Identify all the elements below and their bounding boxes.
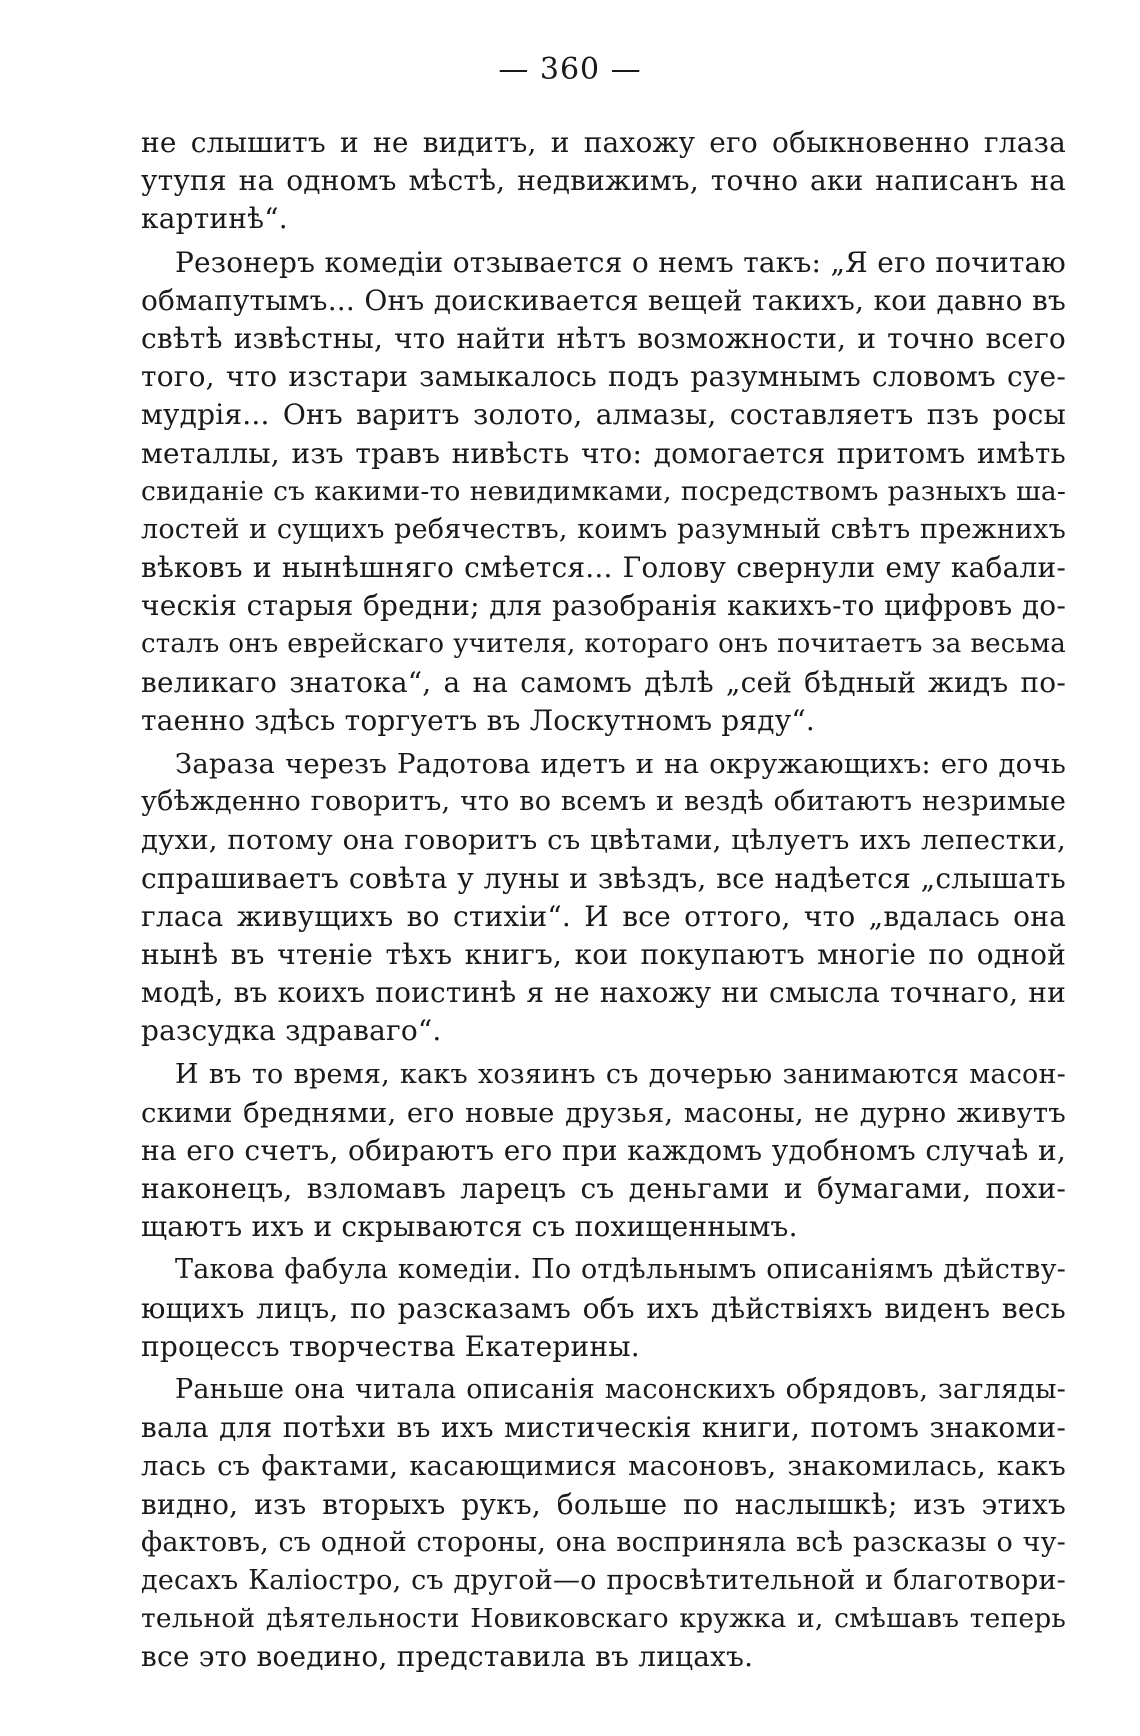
text-line: убѣжденно говоритъ, что во всемъ и вездѣ обитаютъ незримые	[141, 786, 1066, 818]
text-line: ческiя старыя бредни; для разобранiя какихъ-то цифровъ до-	[141, 589, 1066, 623]
text-line: свѣтѣ извѣстны, что найти нѣтъ возможности, и точно всего	[141, 321, 1066, 355]
text-line: того, что изстари замыкалось подъ разумнымъ словомъ суе-	[141, 360, 1066, 394]
text-line: не слышитъ и не видитъ, и пахожу его обыкновенно глаза	[141, 126, 1066, 159]
paragraph-2	[141, 244, 1066, 740]
text-line: фактовъ, съ одной стороны, она восприняла всѣ разсказы о чу-	[141, 1526, 1066, 1558]
page-number: — 360 —	[498, 52, 642, 87]
text-line: мудрiя... Онъ варитъ золото, алмазы, составляетъ пзъ росы	[141, 398, 1066, 432]
text-line: картинѣ“.	[141, 202, 288, 236]
body-text	[141, 124, 1066, 1677]
text-line: Раньше она читала описанiя масонскихъ обрядовъ, загляды-	[175, 1374, 1066, 1405]
text-line: нынѣ въ чтенiе тѣхъ книгъ, кои покупаютъ многiе по одной	[141, 937, 1066, 971]
text-line: модѣ, въ коихъ поистинѣ я не нахожу ни смысла точнаго, ни	[141, 976, 1066, 1010]
paragraph-4	[141, 1056, 1066, 1247]
paragraph-6	[141, 1371, 1066, 1677]
text-line: гласа живущихъ во стихiи“. И все оттого, что „вдалась она	[141, 899, 1066, 933]
text-line: Такова фабула комедiи. По отдѣльнымъ описанiямъ дѣйству-	[175, 1254, 1066, 1286]
text-line: лостей и сущихъ ребячествъ, коимъ разумный свѣтъ прежнихъ	[141, 513, 1066, 545]
text-line: свиданiе съ какими-то невидимками, посредствомъ разныхъ ша-	[141, 475, 1066, 507]
text-line: ющихъ лицъ, по разсказамъ объ ихъ дѣйствiяхъ виденъ весь	[141, 1291, 1066, 1325]
text-line: вѣковъ и нынѣшняго смѣется... Голову свернули ему кабали-	[141, 551, 1066, 585]
text-line: разсудка здраваго“.	[141, 1014, 442, 1048]
paragraph-5	[141, 1251, 1066, 1366]
text-line: десахъ Калiостро, съ другой—о просвѣтительной и благотвори-	[141, 1564, 1066, 1596]
text-line: И въ то время, какъ хозяинъ съ дочерью занимаются масон-	[175, 1058, 1066, 1090]
text-line: Зараза черезъ Радотова идетъ и на окружающихъ: его дочь	[175, 748, 1066, 780]
text-line: Резонеръ комедiи отзывается о немъ такъ: „Я его почитаю	[175, 245, 1066, 279]
text-line: обмапутымъ... Онъ доискивается вещей такихъ, кои давно въ	[141, 283, 1066, 317]
paragraph-3	[141, 745, 1066, 1051]
text-line: духи, потому она говоритъ съ цвѣтами, цѣлуетъ ихъ лепестки,	[141, 824, 1066, 857]
text-line: видно, изъ вторыхъ рукъ, больше по наслышкѣ; изъ этихъ	[141, 1487, 1066, 1521]
paragraph-1	[141, 124, 1066, 239]
text-line: все это воедино, представила въ лицахъ.	[141, 1640, 754, 1674]
text-line: сталъ онъ еврейскаго учителя, котораго онъ почитаетъ за весьма	[141, 629, 1066, 660]
text-line: великаго знатока“, а на самомъ дѣлѣ „сей бѣдный жидъ по-	[141, 665, 1066, 699]
text-line: вала для потѣхи въ ихъ мистическiя книги, потомъ знакоми-	[141, 1411, 1066, 1445]
text-line: металлы, изъ травъ нивѣсть что: домогается притомъ имѣть	[141, 436, 1066, 470]
text-line: скими бреднями, его новые друзья, масоны, не дурно живутъ	[141, 1096, 1066, 1129]
text-line: на его счетъ, обираютъ его при каждомъ удобномъ случаѣ и,	[141, 1133, 1066, 1167]
text-line: процессъ творчества Екатерины.	[141, 1329, 640, 1363]
text-line: спрашиваетъ совѣта у луны и звѣздъ, все надѣется „слышать	[141, 861, 1066, 895]
text-line: наконецъ, взломавъ ларецъ съ деньгами и бумагами, похи-	[141, 1172, 1066, 1206]
text-line: лась съ фактами, касающимися масоновъ, знакомилась, какъ	[141, 1450, 1066, 1483]
text-line: таенно здѣсь торгуетъ въ Лоскутномъ ряду“.	[141, 703, 816, 737]
text-line: щаютъ ихъ и скрываются съ похищеннымъ.	[141, 1210, 798, 1244]
text-line: тельной дѣятельности Новиковскаго кружка и, смѣшавъ теперь	[141, 1603, 1066, 1635]
text-line: утупя на одномъ мѣстѣ, недвижимъ, точно аки написанъ на	[141, 164, 1066, 198]
